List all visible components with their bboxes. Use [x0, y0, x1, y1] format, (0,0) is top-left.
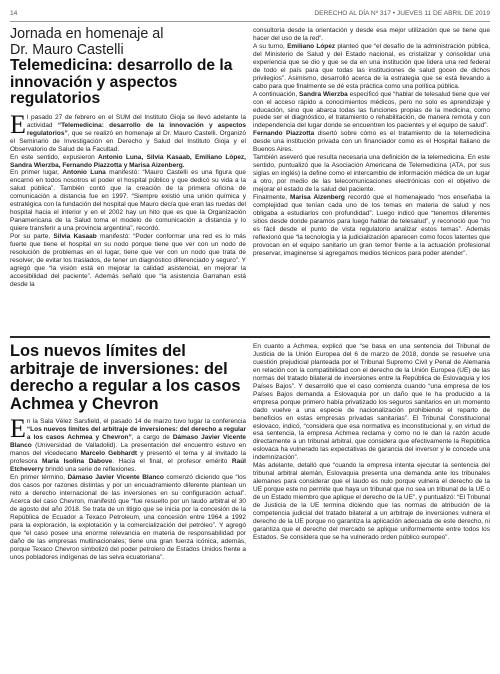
- text-run: Finalmente,: [253, 194, 291, 202]
- article1-kicker-line1: Jornada en homenaje al: [10, 27, 164, 42]
- text-run: (Universidad de Valladolid). La presentación del encuentro estuvo en manos del vicedecano: [10, 442, 246, 458]
- speaker-names: Antonio Luna, Silvia Kasaab, Emiliano López, Sandra Wierzba, Fernando Piazzotta y Marisa Aizenberg.: [10, 153, 246, 169]
- text-run: En primer lugar,: [10, 169, 63, 177]
- article1-paragraph: [253, 130, 490, 154]
- text-run: A su turno,: [253, 42, 288, 50]
- text-run: especificó que “hablar de telesalud tiene que ver con el acceso rápido a conocimientos médicos, pero no solo es aprendizaje y educación, sino que abarca todas las funciones propias de la medicina, como puede ser el diagnóstico, el tratamiento o rehabilitación, de manera remota y con independencia del lugar donde se encuentren los pacientes y el equipo de salud”.: [253, 90, 490, 130]
- article1-paragraph: consultoría desde la orientación y desde esa mejor utilización que se tiene que hacer del uso de la red”.: [253, 27, 490, 42]
- article1-paragraph: También aseveró que resulta necesaria una definición de la telemedicina. En este sentido, puntualizó que la Asociación Americana de Telemedicina (ATA, por sus siglas en inglés) la define como el intercambio de información médica de un lugar a otro, por medio de las telecomunicaciones electrónicas con el objetivo de mejorar el estado de la salud del paciente.: [253, 154, 490, 194]
- event-title: “Telemedicina: desarrollo de la innovación y aspectos regulatorios”: [26, 121, 246, 137]
- text-run: comenzó diciendo que “los dos casos por razones distintas y por un encuadramiento diferente plantean un reto a derecho internacional de las inversiones en su configuración actual”. Acerca del caso Chevron, manifestó que “fue resuelto por un laudo arbitral el 30 de agosto del año 2018. Se trata de un litigio que se inicia por la concesión de la República de Ecuador a Texaco Petroleum, una concesión entre 1964 a 1992 para la exploración, la explotación y la comercialización del petróleo”. Y agregó que “el caso posee una enorme relevancia en materia de responsabilidad por daño de las empresas multinacionales; tiene una gran fuerza icónica, además, porque Texaco Chevron simbolizó del poder petrolero de Estados Unidos frente a unos pobladores indígenas de las selva ecuatoriana”.: [10, 474, 246, 561]
- speaker-name: Dámaso Javier Vicente Blanco: [10, 434, 246, 450]
- text-run: En primer término,: [10, 474, 68, 482]
- article1-paragraph: [253, 43, 490, 91]
- article2-right-column: [253, 343, 490, 667]
- article1-kicker-line2: Dr. Mauro Castelli: [10, 41, 124, 58]
- text-run: , a cargo de: [131, 434, 173, 442]
- article1-paragraph: [10, 109, 246, 154]
- header-rule: [10, 21, 490, 22]
- text-run: , que se realizó en homenaje al Dr. Mauro Castelli. Organizó el Seminario de Investigación en Derecho y Salud del Instituto Gioja y el Observatorio de Salud de la Facultad.: [10, 129, 246, 153]
- article1-paragraph: [253, 91, 490, 131]
- article1-paragraph: [10, 154, 246, 170]
- article1-paragraph: [253, 194, 490, 258]
- text-run: recordó que el homenajeado “nos enseñaba la complejidad que tenían cada uno de los temas en materia de salud y nos obligaba a estudiarlos con profundidad”. Luego indicó que “tenemos diferentes sitios desde donde paramos para luego hablar de telesalud”, y reconoció que “no es fácil desde el punto de vista regulatorio analizar estos temas”. Además reflexionó que “la tecnología y la judicialización aparecen como focos latentes que provocan en el equipo sanitario un gran temor frente a la actuación profesional preservar, imaginense si agregamos medios técnicos para poder atender”.: [253, 194, 490, 257]
- article2-paragraph: [10, 474, 246, 561]
- speaker-name: Silvia Kasaab: [53, 233, 97, 241]
- speaker-name: Raúl Etcheverry: [10, 458, 246, 474]
- speaker-name: Marcelo Gebhardt: [80, 450, 138, 458]
- speaker-name: Emiliano López: [287, 42, 336, 50]
- text-run: l pasado 27 de febrero en el SUM del Instituto Gioja se llevó adelante la actividad: [26, 113, 246, 129]
- article1-paragraph: [10, 233, 246, 289]
- speaker-name: Dámaso Javier Vicente Blanco: [67, 474, 164, 482]
- article2-left-column: [10, 343, 246, 667]
- text-run: manifestó: “Mauro Castelli es una figura que encarnó en todos nosotros el poder el hospital público y que dedicó su vida a la salud pública”. También contó que la creación de la primera oficina de comunicación a distancia fue en 1997. “Siempre existió una unión química y estratégica con la fundación del hospital que Mauro decía que eran las ruedas del hospital hacia el interior y en el 2002 hay un hito que es que la Organización Panamericana de la Salud toma el modelo de comunicación a distancia y lo quiere transferir a una provincia argentina”, recordó.: [10, 169, 246, 233]
- speaker-name: Fernando Piazzotta: [253, 130, 315, 138]
- article1-left-column: [10, 27, 246, 332]
- page-number: 14: [10, 10, 18, 17]
- article1-paragraph: [10, 169, 246, 233]
- speaker-name: Sandra Wierzba: [299, 90, 348, 98]
- article1-headline: Telemedicina: desarrollo de la innovación y aspectos regulatorios: [10, 57, 233, 108]
- article2-headline: Los nuevos límites del arbitraje de inversiones: del derecho a regular a los casos Achmea y Chevron: [10, 343, 241, 413]
- text-run: Por su parte,: [10, 233, 54, 241]
- article2-drop-cap: E: [10, 414, 26, 444]
- text-run: En este sentido, expusieron: [10, 153, 99, 161]
- text-run: y presentó el tema y al invitado la profesora: [10, 450, 246, 466]
- speaker-name: Marisa Aizenberg: [290, 194, 345, 202]
- running-head: DERECHO AL DÍA Nº 317 • JUEVES 11 DE ABRIL DE 2019: [314, 10, 490, 17]
- text-run: disertó sobre cómo es el tratamiento de la telemedicina desde una institución privada con un financiador como es el Hospital Italiano de Buenos Aires.: [253, 130, 490, 154]
- text-run: n la Sala Vélez Sarsfield, el pasado 14 de marzo tuvo lugar la conferencia: [26, 418, 246, 426]
- article-divider: [10, 336, 490, 338]
- article2-paragraph: [10, 414, 246, 474]
- article2-paragraph: Más adelante, detalló que “cuando la empresa intenta ejecutar la sentencia del tribunal arbitral alemán, Eslovaquia presenta una demanda ante los tribunales alemanes para considerar que el laudo es nulo porque vulnera el derecho de la UE porque este no permite que haya un tribunal que no sea un tribunal de la UE o de un Estado miembro que aplique el derecho de la UE”, y puntualizó: “El Tribunal de Justicia de la UE termina diciendo que las normas de atribución de la competencia judicial del tratado bilateral a un arbitraje de inversiones vulnera el derecho de la UE porque no garantiza la aplicación adecuada de este derecho, ni garantiza que el derecho del mercado se aplique uniformemente entre todos los Estados. Se considera que se ha vulnerado orden público europeo”.: [253, 462, 490, 541]
- article1-kicker: [10, 27, 246, 58]
- article1-right-column: [253, 27, 490, 332]
- text-run: brindó una serie de reflexiones.: [43, 466, 137, 474]
- text-run: manifestó: “Poder conformar una red es lo más fuerte que tiene el hospital en su nodo porque tiene que ver con un nodo de resolución de problemas en el lugar, tiene que ver con un nodo que trata de resolver, de evitar los traslados, de tener un diagnóstico diferenciado y seguro”. Y agregó que “la visión está en mejorar la calidad asistencial, en mejorar la accesibilidad del paciente”. Además señaló que “la asistencia Garrahan está desde la: [10, 233, 246, 288]
- text-run: . Hacia el final, el profesor emérito: [112, 458, 232, 466]
- article2-paragraph: En cuanto a Achmea, explicó que “se basa en una sentencia del Tribunal de Justicia de la Unión Europea del 6 de marzo de 2018, donde se resuelve una cuestión prejudicial planteada por el Tribunal Supremo Civil y Penal de Alemania en relación con la compatibilidad con el derecho de la Unión Europea (UE) de las normas del tratado bilateral de inversiones entre la República de Eslovaquia y los Países Bajos”. Y desarrolló que el caso comienza cuando “una empresa de los Países Bajos demanda a Eslovaquia por un daño que le ha producido a la empresa porque primero había privatizado los seguros sanitarios en un momento dado vuelve a una especie de nacionalización prohibiendo el reparto de beneficios en estas empresas privadas sanitarias”. El Tribunal Constitucional eslovaco, indicó, “considera que esa normativa es inconstitucional y, en virtud de esa sentencia, la empresa Achmea reclama y como no le dan la razón acude directamente a un tribunal arbitral, que considera que efectivamente la República eslovaca ha vulnerado las expectativas de garancia del inversor y le concede una indemnización”.: [253, 343, 490, 462]
- event-title: “Los nuevos límites del arbitraje de inversiones: del derecho a regular a los casos Achmea y Chevron”: [26, 426, 246, 442]
- text-run: A continuación,: [253, 90, 300, 98]
- speaker-name: Antonio Luna: [62, 169, 106, 177]
- text-run: planteó que “el desafío de la administración pública, del Ministerio de Salud y del Estado nacional, es cristalizar y consolidar una experiencia que se dio y que se da en una institución que lidera una red federal de todo el país para que todas las instituciones de salud gocen de dichos privilegios”. Asimismo, desarrolló acerca de la estrategia que se está llevando a cabo para que finalmente se dé esta práctica como una política pública.: [253, 42, 490, 90]
- speaker-name: María Isolina Dabove: [42, 458, 113, 466]
- article1-drop-cap: E: [10, 109, 26, 139]
